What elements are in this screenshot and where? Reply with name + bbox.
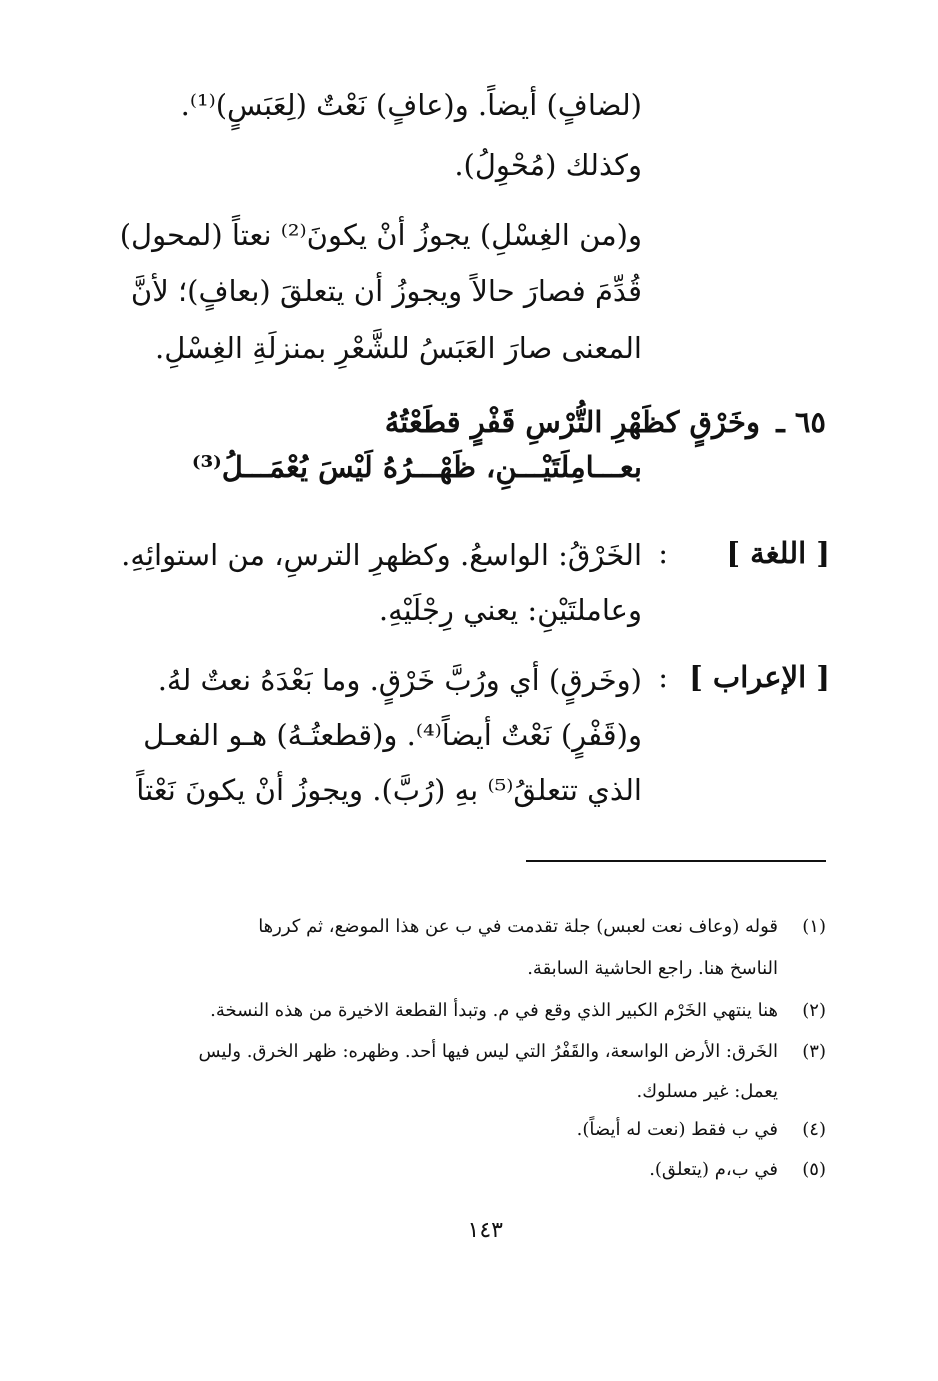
body-line: (لضافٍ) أيضاً. و(عافٍ) نَعْتٌ (لِعَبَسٍ)⁽¹⁾. bbox=[180, 88, 642, 122]
verse-number: ٦٥ ـ bbox=[776, 405, 826, 439]
section-label-lugha: [ اللغة ] bbox=[726, 536, 830, 570]
verse-hemistich-2: بعـــامِلَتَيْـــنِ، ظَهْـــرُهُ لَيْسَ يُعْمَـــلُ⁽³⁾ bbox=[191, 450, 642, 484]
lugha-line: الخَرْقُ: الواسعُ. وكظهرِ الترسِ، من استوائِهِ. bbox=[121, 538, 642, 572]
footnote-number: (٤) bbox=[802, 1119, 826, 1140]
footnote-number: (٣) bbox=[802, 1041, 826, 1062]
irab-line: (وخَرقٍ) أي ورُبَّ خَرْقٍ. وما بَعْدَهُ نعتٌ لهُ. bbox=[157, 663, 642, 697]
footnote-text: الناسخ هنا. راجع الحاشية السابقة. bbox=[527, 958, 778, 979]
body-line: قُدِّمَ فصارَ حالاً ويجوزُ أن يتعلقَ (بعافٍ)؛ لأنَّ bbox=[130, 274, 642, 308]
irab-line: الذي تتعلقُ⁽⁵⁾ بهِ (رُبَّ). ويجوزُ أنْ يكونَ نَعْتاً bbox=[136, 773, 642, 807]
body-line: المعنى صارَ العَبَسُ للشَّعْرِ بمنزلَةِ الغِسْلِ. bbox=[155, 331, 642, 365]
footnote-number: (١) bbox=[802, 916, 826, 937]
verse-hemistich-1: وخَرْقٍ كظَهْرِ التُّرْسِ قَفْرٍ قطَعْتُهُ bbox=[384, 405, 760, 439]
footnote-text: يعمل: غير مسلوك. bbox=[636, 1081, 778, 1102]
body-line: وكذلك (مُحْوِلُ). bbox=[454, 148, 642, 182]
body-line: و(من الغِسْلِ) يجوزُ أنْ يكونَ⁽²⁾ نعتاً (لمحول) bbox=[119, 218, 642, 252]
footnote-number: (٢) bbox=[802, 1000, 826, 1021]
page-number: ١٤٣ bbox=[467, 1218, 503, 1243]
footnote-text: في ب فقط (نعت له أيضاً). bbox=[576, 1119, 778, 1140]
footnote-text: هنا ينتهي الخَرْم الكبير الذي وقع في م. وتبدأ القطعة الاخيرة من هذه النسخة. bbox=[210, 1000, 778, 1021]
irab-line: و(قَفْرٍ) نَعْتٌ أيضاً⁽⁴⁾. و(قطعتُـهُ) هـو الفعـل bbox=[143, 718, 642, 752]
footnote-number: (٥) bbox=[802, 1159, 826, 1180]
lugha-line: وعاملتَيْنِ: يعني رِجْلَيْهِ. bbox=[378, 593, 642, 627]
footnote-text: قوله (وعاف نعت لعبس) جلة تقدمت في ب عن هذا الموضع، ثم كررها bbox=[258, 916, 778, 937]
section-label-irab: [ الإعراب ] bbox=[689, 660, 830, 694]
section-colon: : bbox=[658, 536, 668, 570]
section-colon: : bbox=[658, 660, 668, 694]
footnote-text: الخَرق: الأرض الواسعة، والقَفْرُ التي ليس فيها أحد. وظهره: ظهر الخرق. وليس bbox=[198, 1041, 778, 1062]
footnote-separator bbox=[526, 860, 826, 862]
footnote-text: في ب،م (يتعلق). bbox=[649, 1159, 778, 1180]
